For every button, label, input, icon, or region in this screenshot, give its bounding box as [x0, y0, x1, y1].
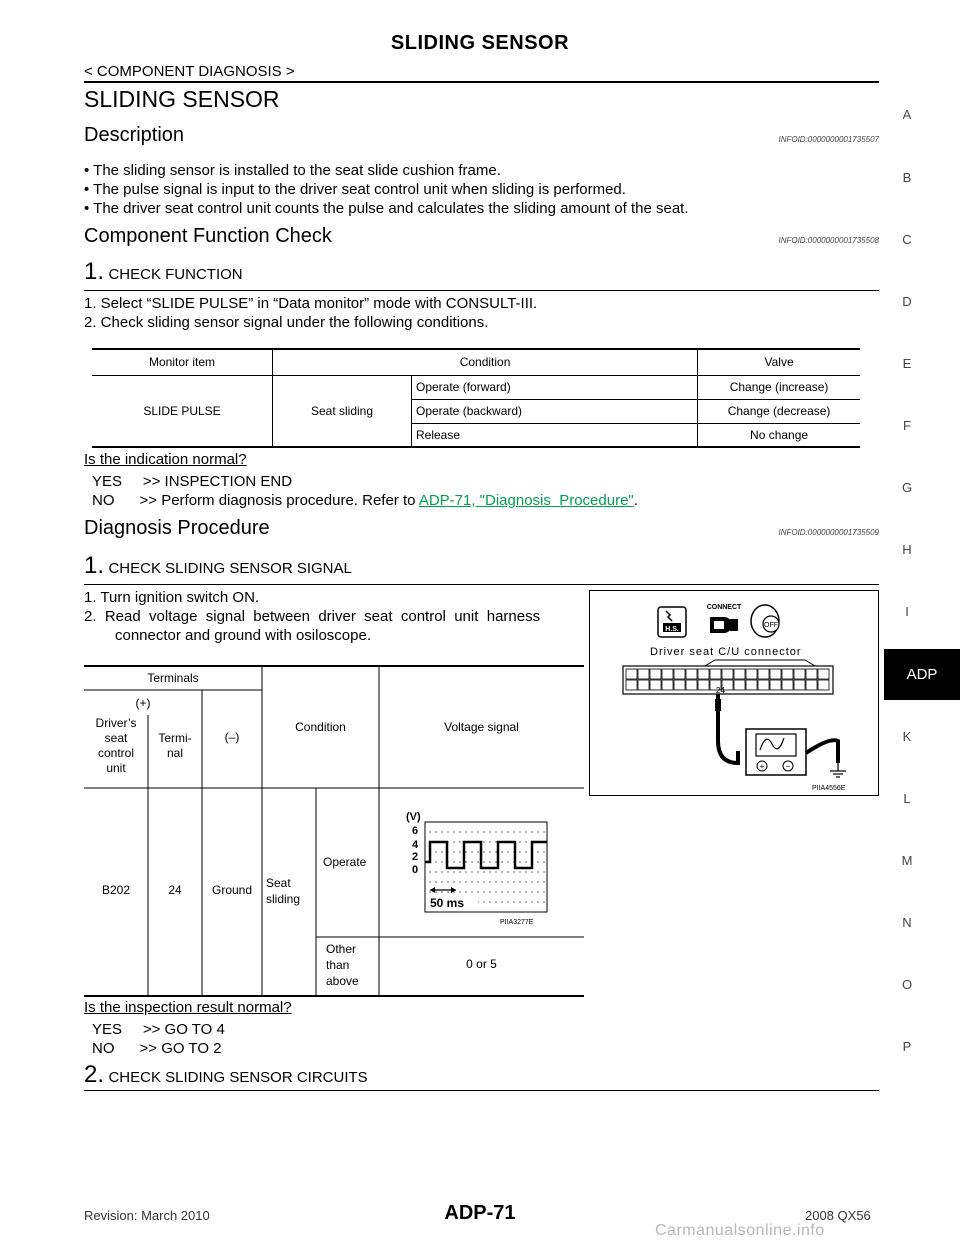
other-line: above	[326, 974, 359, 988]
no-line	[92, 491, 638, 510]
footer-model: 2008 QX56	[805, 1208, 871, 1223]
seat-sliding-cell	[266, 875, 316, 907]
side-index-k[interactable]: K	[902, 729, 912, 744]
connect-icon	[707, 604, 742, 633]
connector-diagram	[590, 591, 878, 795]
step-number: 1.	[84, 258, 105, 285]
step-rule	[84, 1090, 879, 1091]
side-index-g[interactable]: G	[901, 480, 913, 495]
oscilloscope-icon	[746, 729, 806, 775]
side-index-i[interactable]: I	[905, 604, 909, 619]
side-index-a[interactable]: A	[902, 107, 912, 122]
component-check-infoid: INFOID:0000000001735508	[778, 236, 879, 245]
terminal-cell: 24	[168, 883, 182, 897]
bullet-text: The pulse signal is input to the driver seat control unit when sliding is performed.	[93, 181, 626, 198]
side-index-d[interactable]: D	[902, 294, 912, 309]
seat-sliding-line: sliding	[266, 892, 301, 906]
instruction-item: 1. Turn ignition switch ON.	[84, 589, 260, 606]
table-cell: Change (increase)	[698, 375, 860, 399]
watermark: Carmanualsonline.info	[655, 1222, 825, 1239]
side-index-m[interactable]: M	[901, 853, 913, 868]
probe-tip	[715, 699, 721, 711]
diagnosis-procedure-link[interactable]: ADP-71, "Diagnosis Procedure"	[418, 492, 634, 509]
plus-header: (+)	[135, 696, 151, 710]
voltage-waveform	[396, 810, 566, 935]
svg-text:CONNECT: CONNECT	[706, 604, 742, 611]
step-heading	[84, 1061, 368, 1089]
bullet-text: The sliding sensor is installed to the seat slide cushion frame.	[93, 162, 501, 179]
side-index-l[interactable]: L	[903, 791, 911, 806]
hs-icon	[658, 607, 686, 637]
waveform-time: 50 ms	[430, 896, 465, 910]
instruction-item: 2. Read voltage signal between driver seat control unit harness	[84, 608, 541, 625]
no-line: NO >> GO TO 2	[92, 1040, 222, 1057]
connector-block	[623, 660, 833, 695]
waveform-tick: 4	[412, 839, 419, 851]
connector-cell: B202	[101, 883, 131, 897]
waveform-unit: (V)	[406, 811, 421, 823]
side-index-n[interactable]: N	[902, 915, 912, 930]
svg-text:OFF: OFF	[764, 622, 778, 629]
side-index-e[interactable]: E	[902, 356, 912, 371]
minus-header: (–)	[224, 730, 240, 744]
step-instructions	[84, 294, 537, 332]
table-cell: Operate (backward)	[412, 399, 698, 423]
step-number: 2.	[84, 1061, 105, 1088]
table-cell: Operate (forward)	[412, 375, 698, 399]
table-header: Condition	[273, 349, 698, 375]
step-heading	[84, 552, 352, 580]
unit-header	[84, 716, 148, 776]
seat-sliding-line: Seat	[266, 876, 291, 890]
terminal-header-line: nal	[166, 746, 183, 760]
ground-cell: Ground	[211, 883, 253, 897]
instruction-item: 1. Select “SLIDE PULSE” in “Data monitor” mode with CONSULT-III.	[84, 295, 538, 312]
side-index-b[interactable]: B	[902, 170, 912, 185]
footer-page-number: ADP-71	[444, 1202, 516, 1224]
table-header: Valve	[698, 349, 860, 375]
indication-question: Is the indication normal?	[84, 451, 247, 468]
no-suffix: .	[633, 492, 638, 509]
operate-cell: Operate	[323, 855, 367, 869]
side-index-h[interactable]: H	[902, 542, 912, 557]
no-text: NO >> Perform diagnosis procedure. Refer to	[92, 492, 419, 509]
instruction-item: 2. Check sliding sensor signal under the following conditions.	[84, 314, 489, 331]
yes-line: YES >> INSPECTION END	[92, 473, 293, 490]
other-value-cell: 0 or 5	[466, 957, 497, 971]
terminal-table	[84, 665, 584, 997]
other-cell	[326, 941, 359, 989]
step-title: CHECK FUNCTION	[108, 266, 243, 283]
side-index-p[interactable]: P	[902, 1039, 912, 1054]
step-instructions	[84, 588, 580, 645]
footer-revision: Revision: March 2010	[84, 1208, 210, 1223]
table-cell: SLIDE PULSE	[143, 403, 221, 418]
header-rule	[84, 81, 879, 83]
bullet-item: • The sliding sensor is installed to the seat slide cushion frame.	[84, 162, 501, 179]
unit-header-line: unit	[106, 761, 126, 775]
svg-text:H.S.: H.S.	[665, 626, 679, 633]
step-rule	[84, 290, 879, 291]
pin-label: 24	[716, 686, 725, 695]
step-rule	[84, 584, 879, 585]
side-index-f[interactable]: F	[903, 418, 911, 433]
table-cell: Release	[412, 423, 698, 447]
ground-symbol-icon	[830, 763, 846, 777]
header-subtitle: < COMPONENT DIAGNOSIS >	[84, 63, 295, 80]
ground-wire	[806, 740, 838, 763]
diagnosis-heading: Diagnosis Procedure	[84, 517, 270, 539]
terminal-header	[148, 731, 202, 761]
terminal-header-line: Termi-	[158, 731, 192, 745]
bullet-text: The driver seat control unit counts the pulse and calculates the sliding amount of the seat.	[93, 200, 689, 217]
figure-code: PIIA4556E	[812, 785, 846, 792]
waveform-tick: 0	[412, 864, 419, 876]
table-cell: Change (decrease)	[698, 399, 860, 423]
inspection-question: Is the inspection result normal?	[84, 999, 292, 1016]
description-infoid: INFOID:0000000001735507	[778, 135, 879, 144]
bullet-item: • The pulse signal is input to the driver seat control unit when sliding is performed.	[84, 181, 626, 198]
side-index-adp-tab[interactable]: ADP	[884, 649, 960, 700]
instruction-item: connector and ground with osiloscope.	[115, 627, 371, 644]
connector-label: Driver seat C/U connector	[650, 646, 802, 658]
minus-terminal-symbol: −	[785, 762, 791, 771]
terminals-header: Terminals	[147, 671, 199, 685]
table-header: Monitor item	[148, 355, 216, 370]
plus-terminal-symbol: +	[759, 762, 765, 771]
description-bullet-list	[84, 161, 689, 218]
bullet-item: • The driver seat control unit counts the pulse and calculates the sliding amount of the seat.	[84, 200, 689, 217]
condition-header: Condition	[295, 720, 346, 734]
step-heading	[84, 258, 243, 286]
monitor-table	[92, 348, 860, 448]
table-cell: No change	[698, 423, 860, 447]
waveform-code: PIIA3277E	[500, 919, 534, 926]
waveform-tick: 2	[412, 851, 419, 863]
waveform-tick: 6	[412, 825, 419, 837]
other-line: than	[326, 958, 350, 972]
component-check-heading: Component Function Check	[84, 225, 332, 247]
page-title: SLIDING SENSOR	[84, 86, 280, 112]
unit-header-line: control	[97, 746, 135, 760]
unit-header-line: seat	[104, 731, 128, 745]
step-title: CHECK SLIDING SENSOR SIGNAL	[108, 560, 352, 577]
header-title: SLIDING SENSOR	[390, 32, 570, 54]
yes-line: YES >> GO TO 4	[92, 1021, 225, 1038]
table-cell: Seat sliding	[273, 375, 412, 447]
ignition-off-icon	[751, 605, 779, 637]
side-index-c[interactable]: C	[902, 232, 912, 247]
step-number: 1.	[84, 552, 105, 579]
step-title: CHECK SLIDING SENSOR CIRCUITS	[108, 1069, 368, 1086]
connector-figure	[589, 590, 879, 796]
unit-header-line: Driver’s	[95, 716, 137, 730]
other-line: Other	[326, 942, 357, 956]
description-heading: Description	[84, 124, 185, 146]
diagnosis-infoid: INFOID:0000000001735509	[778, 528, 879, 537]
voltage-header: Voltage signal	[444, 720, 519, 734]
side-index-o[interactable]: O	[901, 977, 913, 992]
